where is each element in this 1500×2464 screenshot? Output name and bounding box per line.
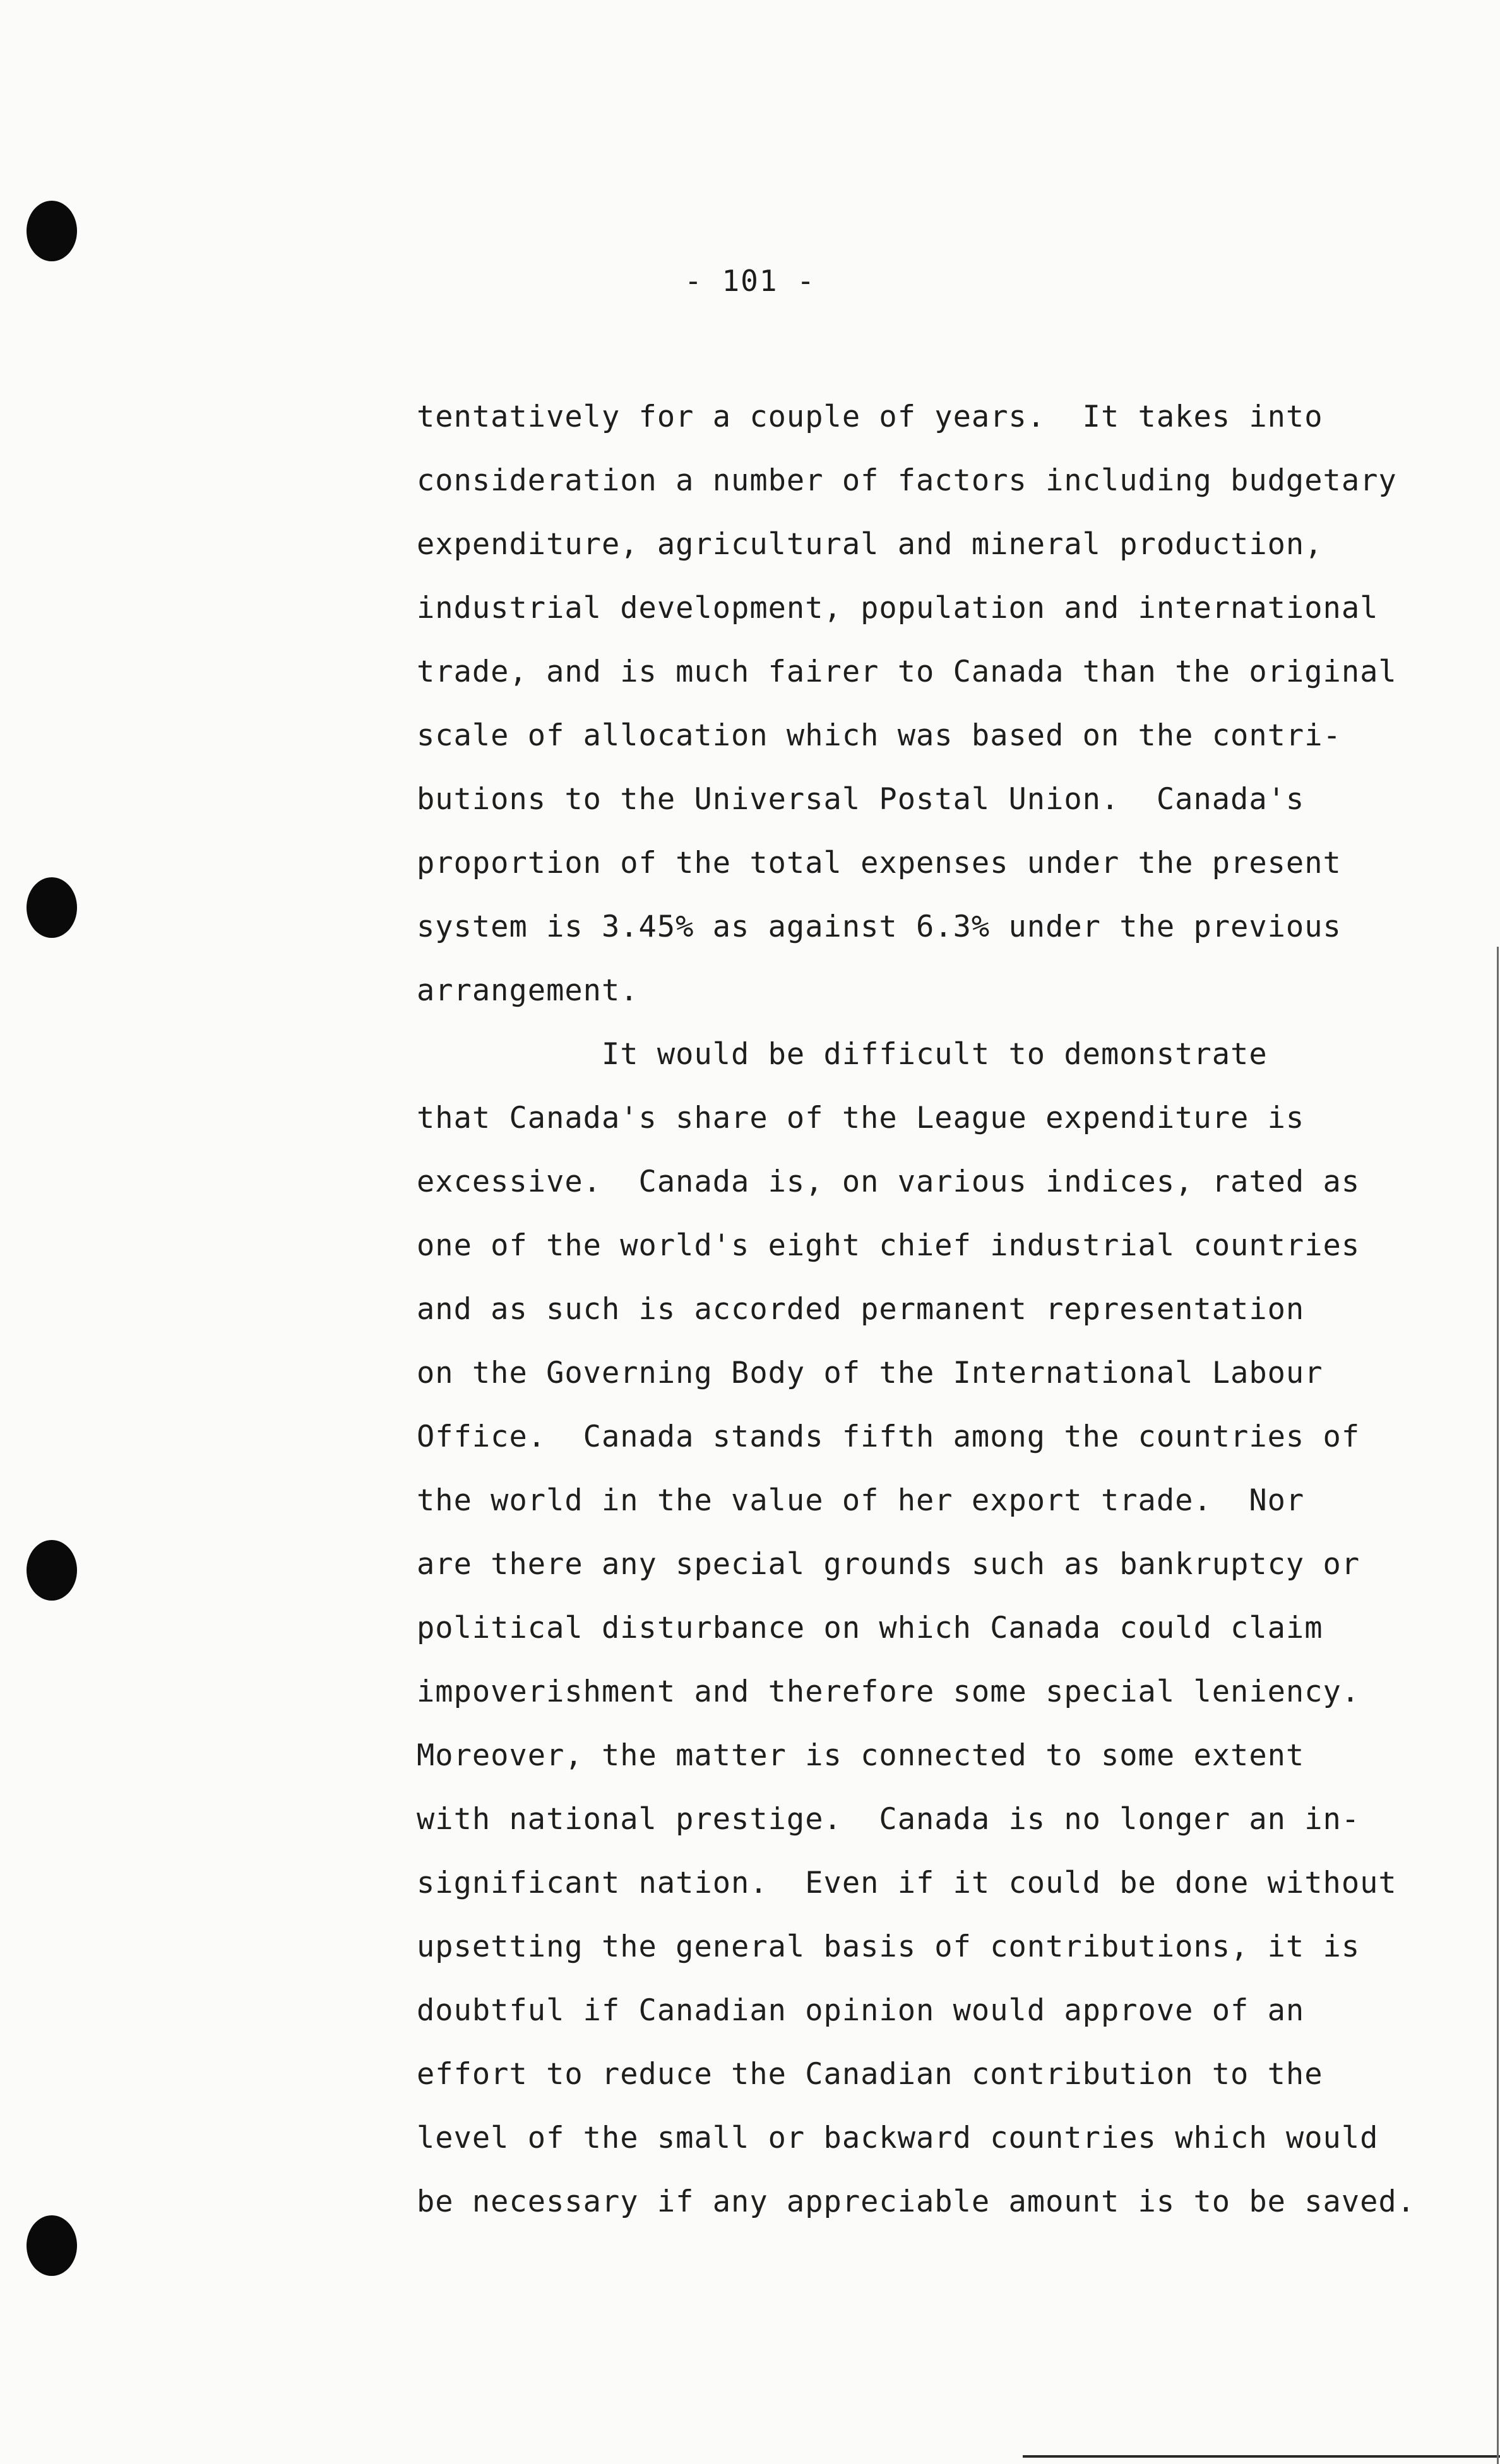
text-line: effort to reduce the Canadian contribution to the — [417, 2057, 1323, 2092]
text-line: butions to the Universal Postal Union. Canada's — [417, 782, 1305, 817]
bottom-edge-rule — [1023, 2455, 1500, 2458]
text-line: are there any special grounds such as bankruptcy or — [417, 1547, 1360, 1582]
text-line: level of the small or backward countries which would — [417, 2121, 1379, 2155]
punch-hole — [27, 877, 77, 938]
text-line: impoverishment and therefore some special leniency. — [417, 1674, 1360, 1709]
text-line: that Canada's share of the League expenditure is — [417, 1101, 1305, 1135]
text-line: system is 3.45% as against 6.3% under the previous — [417, 909, 1342, 944]
text-line: and as such is accorded permanent representation — [417, 1292, 1305, 1327]
text-line: upsetting the general basis of contributions, it is — [417, 1929, 1360, 1964]
text-line: doubtful if Canadian opinion would approve of an — [417, 1993, 1305, 2028]
text-line: trade, and is much fairer to Canada than the original — [417, 654, 1397, 689]
text-line: consideration a number of factors including budgetary — [417, 463, 1397, 498]
text-line: Office. Canada stands fifth among the countries of — [417, 1419, 1360, 1454]
text-line: proportion of the total expenses under the present — [417, 846, 1342, 880]
body-text — [417, 385, 1490, 2234]
paragraph-start-line: It would be difficult to demonstrate — [417, 1037, 1268, 1072]
text-line: excessive. Canada is, on various indices, rated as — [417, 1164, 1360, 1199]
punch-hole — [27, 1540, 77, 1601]
text-line: on the Governing Body of the International Labour — [417, 1356, 1323, 1390]
text-line: tentatively for a couple of years. It takes into — [417, 400, 1323, 434]
text-line: with national prestige. Canada is no longer an in- — [417, 1802, 1360, 1837]
text-line: arrangement. — [417, 973, 639, 1008]
page-number: - 101 - — [684, 264, 816, 298]
punch-hole — [27, 201, 77, 261]
text-line: one of the world's eight chief industrial countries — [417, 1228, 1360, 1263]
text-line: industrial development, population and international — [417, 591, 1379, 625]
text-line: expenditure, agricultural and mineral production, — [417, 527, 1323, 562]
right-edge-line — [1497, 947, 1499, 2464]
text-line: political disturbance on which Canada could claim — [417, 1611, 1323, 1645]
text-line: Moreover, the matter is connected to some extent — [417, 1738, 1305, 1773]
punch-hole — [27, 2215, 77, 2276]
text-line: be necessary if any appreciable amount is to be saved. — [417, 2184, 1416, 2219]
text-line: the world in the value of her export trade. Nor — [417, 1483, 1305, 1518]
text-line: significant nation. Even if it could be done without — [417, 1866, 1397, 1900]
text-line: scale of allocation which was based on the contri- — [417, 718, 1342, 753]
